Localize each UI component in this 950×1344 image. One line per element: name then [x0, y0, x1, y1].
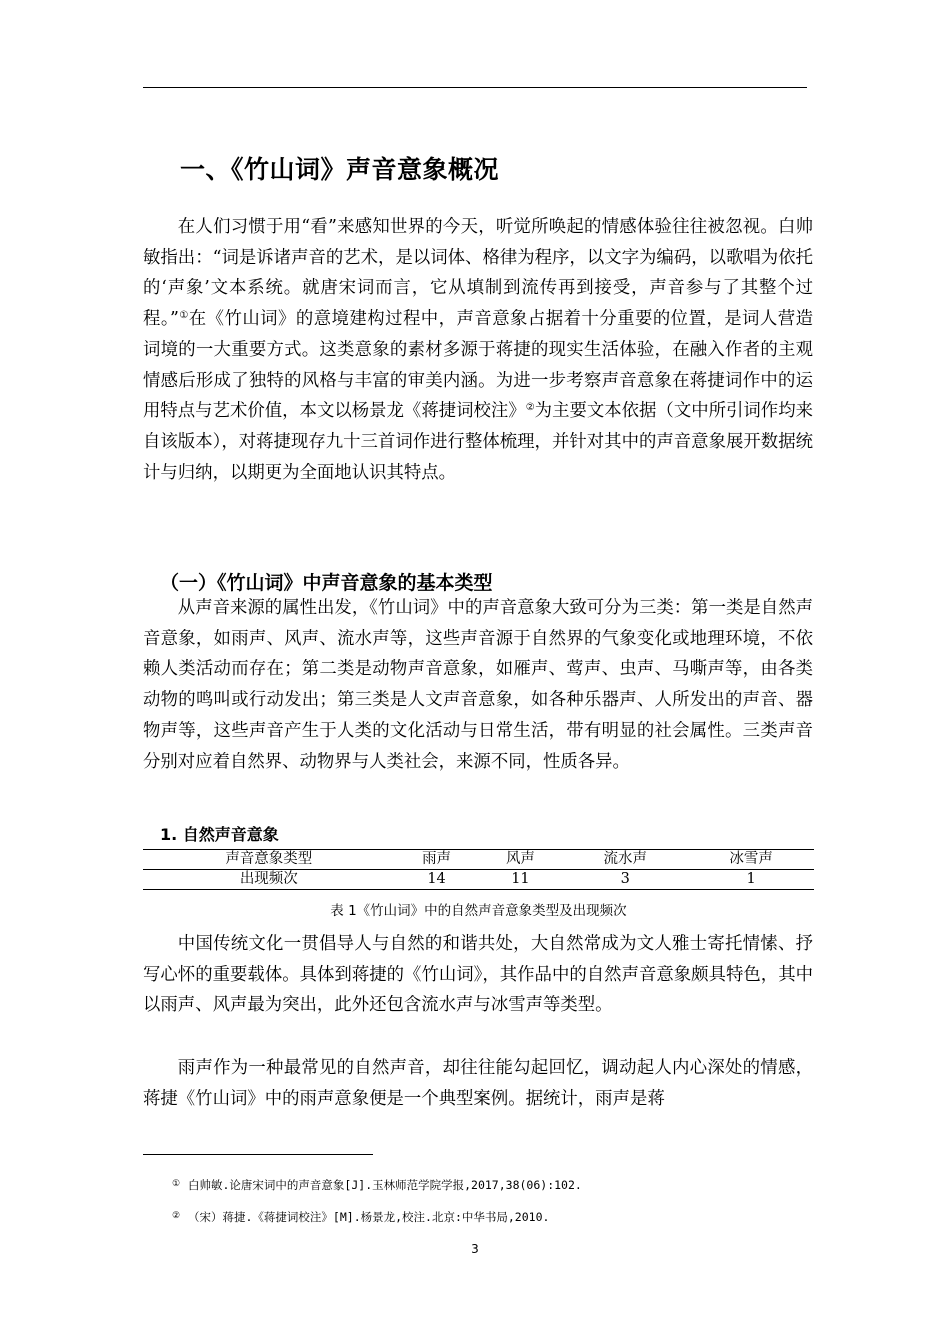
- body-paragraph-3: 中国传统文化一贯倡导人与自然的和谐共处，大自然常成为文人雅士寄托情愫、抒写心怀的重要载体。具体到蒋捷的《竹山词》，其作品中的自然声音意象颇具特色，其中以雨声、风声最为突出，此外还包含流水声与冰雪声等类型。: [143, 934, 813, 1016]
- table-cell: 出现频次: [143, 870, 395, 890]
- intro-text-part2: 在《竹山词》的意境建构过程中，声音意象占据着十分重要的位置，是词人营造词境的一大重要方式。这类意象的素材多源于蒋捷的现实生活体验，在融入作者的主观情感后形成了独特的风格与丰富的审美内涵。为进一步考察声音意象在蒋捷词作中的运用特点与艺术价值，本文以杨景龙《蒋捷词校注》: [143, 309, 813, 422]
- footnote-1: [172, 1177, 582, 1193]
- table-cell: 1: [688, 870, 814, 890]
- table-cell: 3: [562, 870, 688, 890]
- frequency-table: [143, 849, 814, 890]
- footnote-mark: ①: [172, 1179, 181, 1189]
- footnote-ref-2[interactable]: ②: [525, 402, 535, 414]
- table-header-row: [143, 850, 814, 870]
- subsection-heading: （一）《竹山词》中声音意象的基本类型: [160, 572, 493, 594]
- table-row: [143, 870, 814, 890]
- footnote-mark: ②: [172, 1211, 181, 1221]
- intro-text-part3: 为主要文本依据（文中所引词作均来自该版本），对蒋捷现存九十三首词作进行整体梳理，并针对其中的声音意象展开数据统计与归纳，以期更为全面地认识其特点。: [143, 401, 813, 483]
- footnote-text: （宋）蒋捷.《蒋捷词校注》[M].杨景龙,校注.北京:中华书局,2010.: [188, 1210, 550, 1224]
- page-number: 3: [471, 1242, 479, 1256]
- table-cell: 11: [479, 870, 563, 890]
- footnote-text: 白帅敏.论唐宋词中的声音意象[J].玉林师范学院学报,2017,38(06):102.: [188, 1178, 582, 1192]
- header-rule: [143, 87, 807, 88]
- table-cell: 风声: [479, 850, 563, 870]
- footnote-ref-1[interactable]: ①: [178, 310, 189, 322]
- body-paragraph-4: 雨声作为一种最常见的自然声音，却往往能勾起回忆，调动起人内心深处的情感，蒋捷《竹山词》中的雨声意象便是一个典型案例。据统计，雨声是蒋: [143, 1058, 813, 1109]
- types-paragraph: 从声音来源的属性出发，《竹山词》中的声音意象大致可分为三类：第一类是自然声音意象，如雨声、风声、流水声等，这些声音源于自然界的气象变化或地理环境，不依赖人类活动而存在；第二类是动物声音意象，如雁声、莺声、虫声、马嘶声等，由各类动物的鸣叫或行动发出；第三类是人文声音意象，如各种乐器声、人所发出的声音、器物声等，这些声音产生于人类的文化活动与日常生活，带有明显的社会属性。三类声音分别对应着自然界、动物界与人类社会，来源不同，性质各异。: [143, 598, 813, 772]
- table-cell: 声音意象类型: [143, 850, 395, 870]
- table-caption: 表 1《竹山词》中的自然声音意象类型及出现频次: [330, 903, 627, 919]
- table-cell: 14: [395, 870, 479, 890]
- intro-text-part1: 在人们习惯于用“看”来感知世界的今天，听觉所唤起的情感体验往往被忽视。白帅敏指出：“词是诉诸声音的艺术，是以词体、格律为程序，以文字为编码，以歌唱为依托的‘声象’文本系统。就唐宋词而言，它从填制到流传再到接受，声音参与了其整个过程。”: [143, 217, 813, 330]
- sub-subsection-heading: 1. 自然声音意象: [160, 825, 279, 844]
- footnote-separator: [143, 1154, 373, 1155]
- footnote-2: [172, 1209, 549, 1225]
- intro-paragraph: [143, 212, 813, 488]
- table-cell: 冰雪声: [688, 850, 814, 870]
- section-heading: 一、《竹山词》声音意象概况: [180, 155, 500, 184]
- table-cell: 雨声: [395, 850, 479, 870]
- table-cell: 流水声: [562, 850, 688, 870]
